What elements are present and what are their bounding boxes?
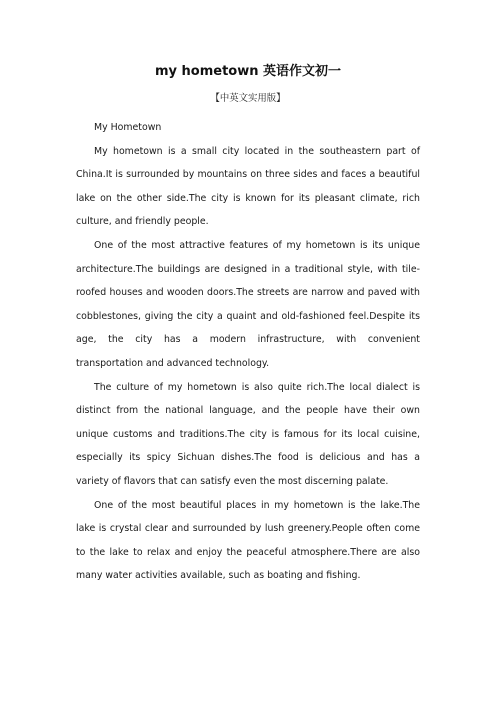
paragraph: One of the most attractive features of my hometown is its unique architecture.The buildings are designed in a traditional style, with tile-roofed houses and wooden doors.The streets are narrow and paved with cobblestones, giving the city a quaint and old-fashioned feel.Despite its age, the city has a modern infrastructure, with convenient transportation and advanced technology. <box>76 239 420 369</box>
paragraph: The culture of my hometown is also quite rich.The local dialect is distinct from the national language, and the people have their own unique customs and traditions.The city is famous for its local cuisine, especially its spicy Sichuan dishes.The food is delicious and has a variety of flavors that can satisfy even the most discerning palate. <box>76 381 420 487</box>
paragraph: One of the most beautiful places in my hometown is the lake.The lake is crystal clear and surrounded by lush greenery.People often come to the lake to relax and enjoy the peaceful atmosphere.There are also many water activities available, such as boating and fishing. <box>76 499 420 582</box>
paragraph: My hometown is a small city located in the southeastern part of China.It is surrounded by mountains on three sides and faces a beautiful lake on the other side.The city is known for its pleasant climate, rich culture, and friendly people. <box>76 145 420 228</box>
document-subtitle: 【中英文实用版】 <box>210 93 286 104</box>
document-title: my hometown 英语作文初一 <box>154 64 342 79</box>
essay-heading: My Hometown <box>94 122 162 133</box>
